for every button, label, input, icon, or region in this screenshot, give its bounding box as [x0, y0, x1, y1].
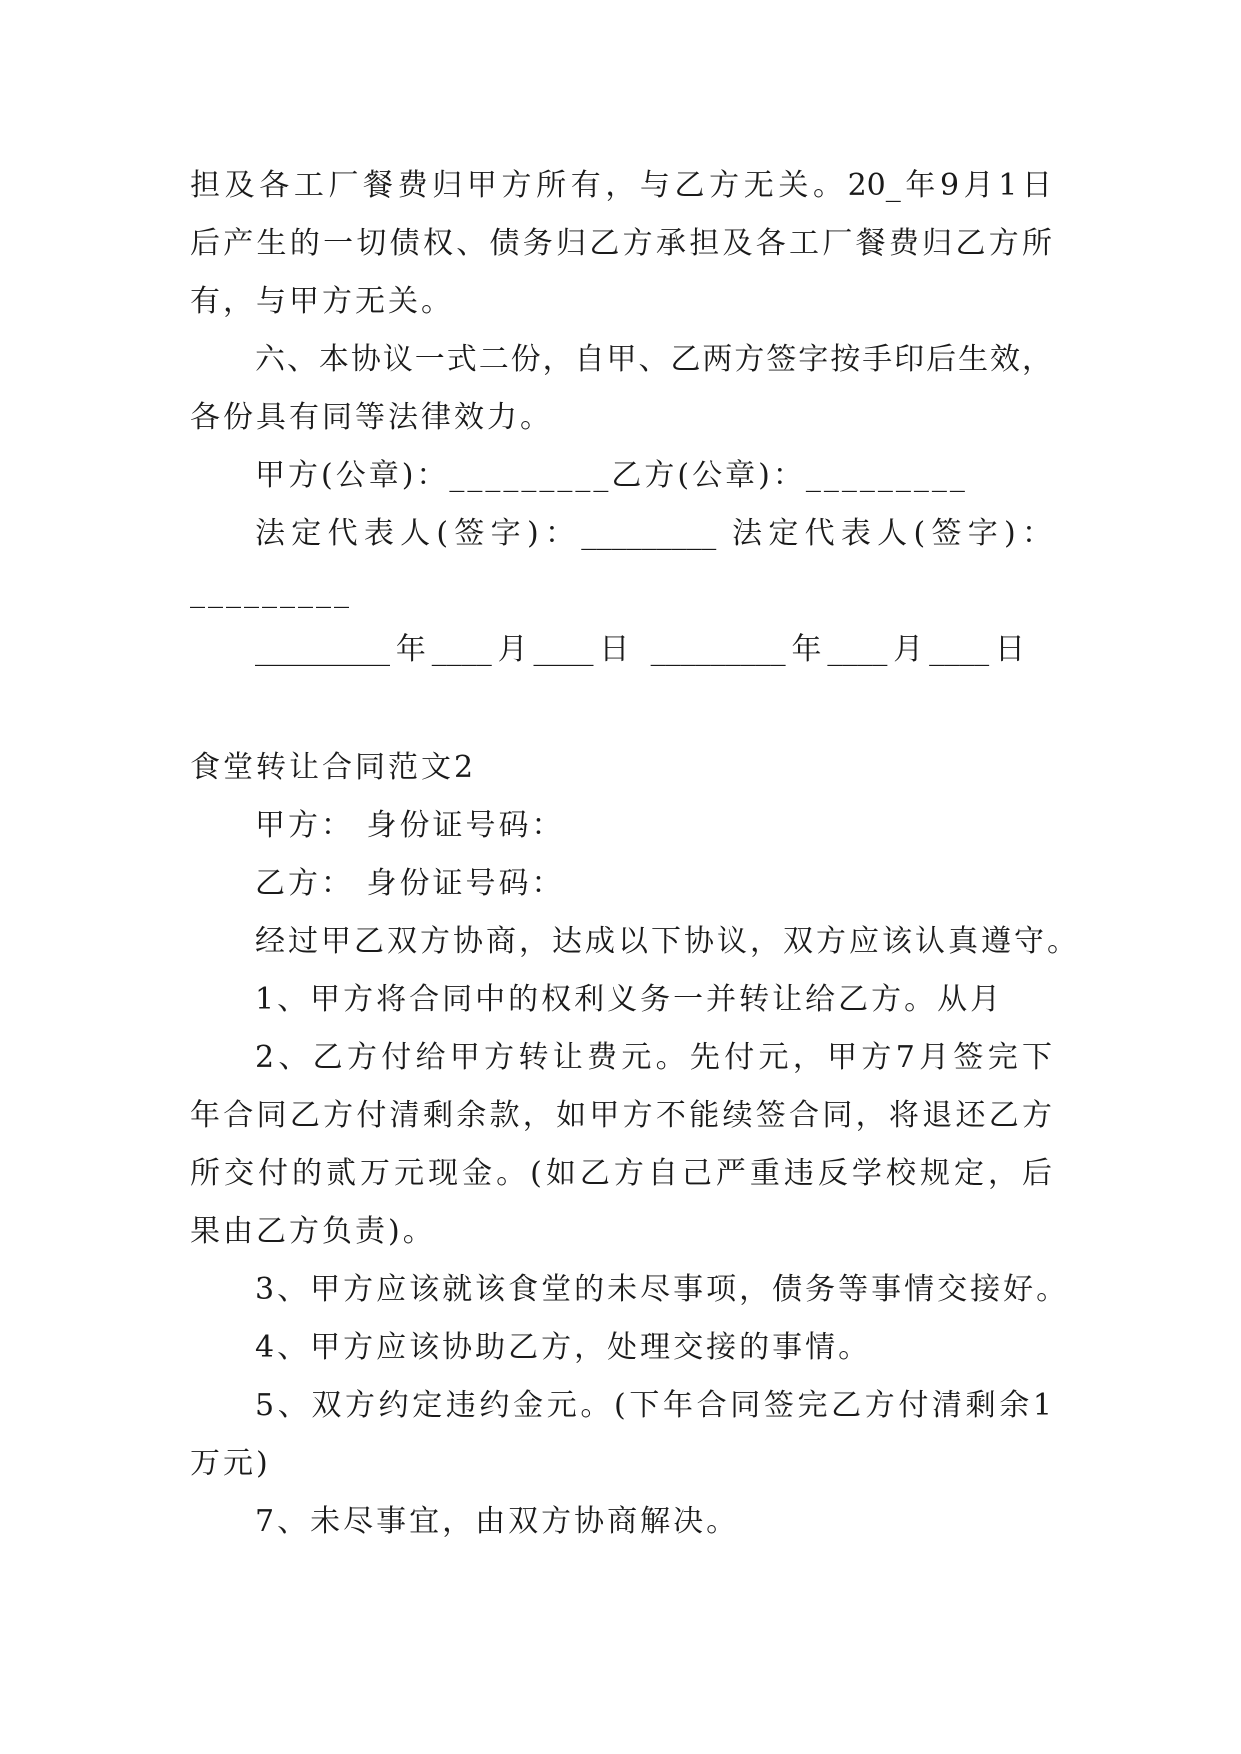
intro-line: 经过甲乙双方协商，达成以下协议，双方应该认真遵守。	[255, 924, 1080, 959]
clause-5-line-1: 担及各工厂餐费归甲方所有，与乙方无关。20_年9月1日	[190, 168, 1052, 203]
representative-signature-line: 法定代表人(签字)：_________ 法定代表人(签字)：	[255, 516, 1052, 551]
clause-7-line: 7、未尽事宜，由双方协商解决。	[255, 1504, 740, 1539]
clause-5b-line-2: 万元)	[190, 1446, 271, 1481]
clause-4-line: 4、甲方应该协助乙方，处理交接的事情。	[255, 1330, 872, 1365]
clause-2-line-1: 2、乙方付给甲方转让费元。先付元，甲方7月签完下	[255, 1040, 1052, 1075]
party-b-line: 乙方： 身份证号码：	[255, 866, 565, 901]
clause-5-line-3: 有，与甲方无关。	[190, 284, 454, 319]
contract-2-title: 食堂转让合同范文2	[190, 750, 477, 785]
clause-6-line-1: 六、本协议一式二份，自甲、乙两方签字按手印后生效，	[255, 342, 1052, 377]
party-a-line: 甲方： 身份证号码：	[255, 808, 565, 843]
clause-5-line-2: 后产生的一切债权、债务归乙方承担及各工厂餐费归乙方所	[190, 226, 1052, 261]
clause-2-line-4: 果由乙方负责)。	[190, 1214, 436, 1249]
clause-2-line-2: 年合同乙方付清剩余款，如甲方不能续签合同，将退还乙方	[190, 1098, 1052, 1133]
clause-6-line-2: 各份具有同等法律效力。	[190, 400, 553, 435]
representative-signature-blank: _________	[190, 574, 352, 609]
clause-2-line-3: 所交付的贰万元现金。(如乙方自己严重违反学校规定，后	[190, 1156, 1052, 1191]
clause-1-line: 1、甲方将合同中的权利义务一并转让给乙方。从月	[255, 982, 1004, 1017]
clause-5b-line-1: 5、双方约定违约金元。(下年合同签完乙方付清剩余1	[255, 1388, 1052, 1423]
clause-3-line: 3、甲方应该就该食堂的未尽事项，债务等事情交接好。	[255, 1272, 1070, 1307]
seal-signature-line: 甲方(公章)：_________乙方(公章)：_________	[255, 458, 968, 493]
date-line: _________年____月____日 _________年____月____日	[255, 632, 1025, 667]
